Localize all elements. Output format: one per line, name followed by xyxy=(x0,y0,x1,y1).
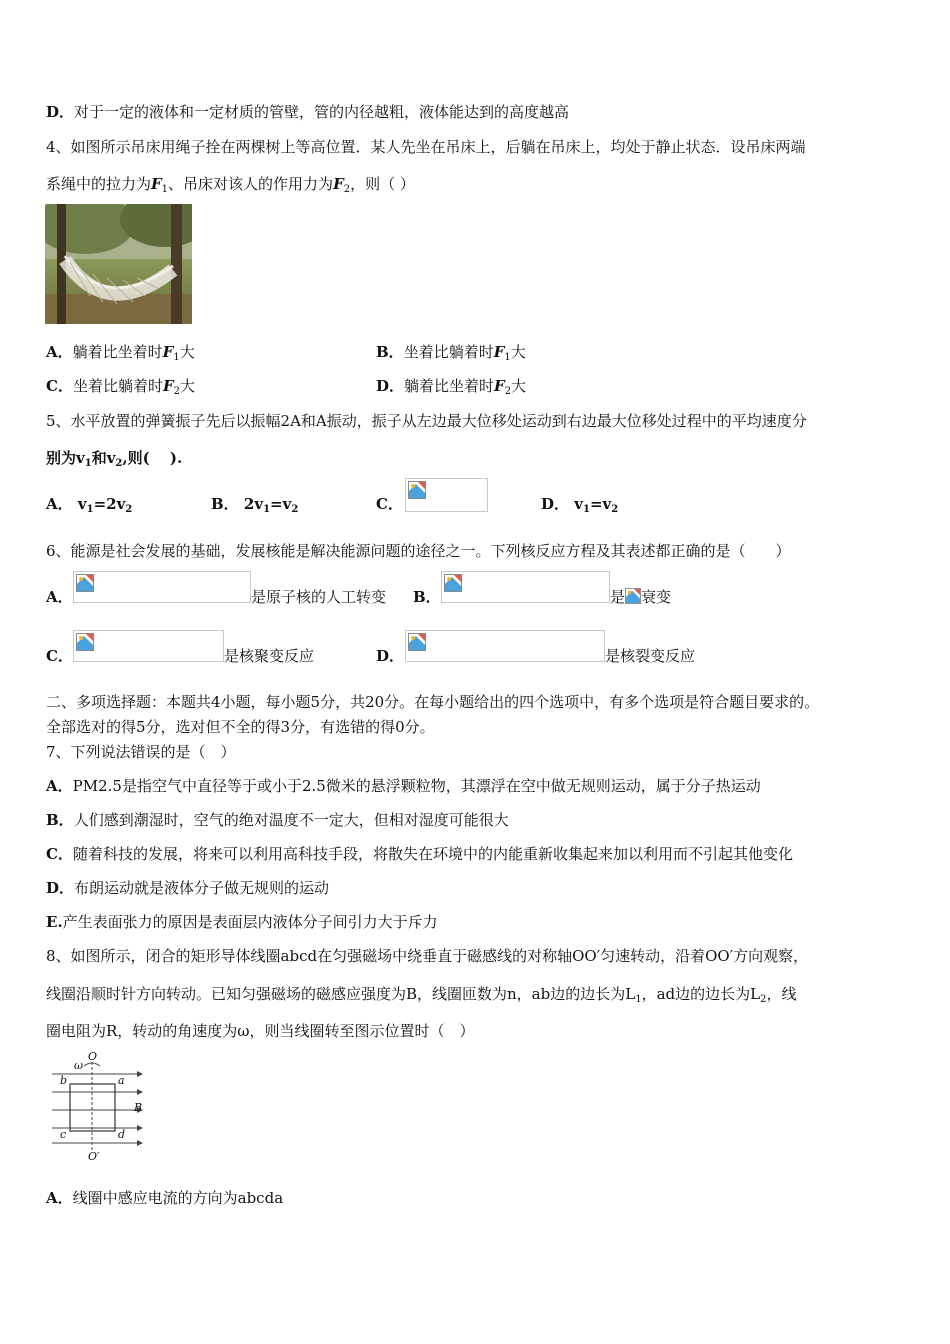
option-text: =2v xyxy=(93,495,126,513)
q6-option-a-text: 是原子核的人工转变 xyxy=(251,588,387,606)
q5-stem-text: 别为v xyxy=(46,449,85,467)
option-text: 是 xyxy=(610,588,626,606)
option-text: 大 xyxy=(510,343,526,361)
var-sub: 2 xyxy=(343,184,351,195)
option-label: C． xyxy=(46,377,73,395)
option-text: 2v xyxy=(243,495,264,513)
broken-image-icon xyxy=(408,481,426,499)
var-sub: 1 xyxy=(582,504,590,515)
option-label: A． xyxy=(46,1189,73,1207)
option-text: 对于一定的液体和一定材质的管壁，管的内径越粗，液体能达到的高度越高 xyxy=(74,103,570,121)
q4-stem-text: 系绳中的拉力为 xyxy=(46,175,152,193)
option-text: 大 xyxy=(179,343,195,361)
var-f: F xyxy=(494,377,505,395)
q7-option-d[interactable] xyxy=(46,878,329,898)
option-text: 线圈中感应电流的方向为abcda xyxy=(72,1189,284,1207)
q7-option-b[interactable] xyxy=(46,810,509,830)
broken-image-placeholder xyxy=(405,478,488,512)
axis-label-o-prime: O′ xyxy=(88,1150,100,1163)
q6-option-b-label[interactable]: B． xyxy=(413,588,441,606)
var-sub: 1 xyxy=(173,352,180,363)
var-sub: 1 xyxy=(635,994,642,1005)
option-label: A． xyxy=(46,343,73,361)
formula-image-placeholder xyxy=(73,571,251,603)
option-label: A． xyxy=(46,495,73,513)
formula-image-placeholder xyxy=(73,630,224,662)
broken-image-icon xyxy=(625,588,641,604)
var-sub: 1 xyxy=(504,352,511,363)
option-text: 人们感到潮湿时，空气的绝对温度不一定大，但相对湿度可能很大 xyxy=(73,811,509,829)
option-label: B． xyxy=(46,811,74,829)
formula-image-placeholder xyxy=(441,571,610,603)
q4-option-d[interactable] xyxy=(376,376,526,402)
option-text: 躺着比坐着时 xyxy=(404,377,495,395)
q4-stem-text: ，则（ ） xyxy=(350,175,415,193)
q5-option-a[interactable] xyxy=(46,494,132,520)
option-text: 大 xyxy=(511,377,527,395)
corner-label-a: a xyxy=(118,1074,125,1087)
var-sub: 2 xyxy=(115,458,123,469)
q6-option-d-label[interactable]: D． xyxy=(376,647,405,665)
q7-option-c[interactable] xyxy=(46,844,793,864)
var-sub: 1 xyxy=(161,184,169,195)
q8-option-a[interactable] xyxy=(46,1188,283,1208)
q7-option-e[interactable] xyxy=(46,912,438,932)
option-text: 大 xyxy=(180,377,196,395)
var-sub: 2 xyxy=(504,386,512,397)
option-label: B． xyxy=(211,495,239,513)
q8-stem-line2 xyxy=(46,984,796,1010)
option-label: D． xyxy=(541,495,570,513)
option-label: E. xyxy=(46,913,63,931)
q8-stem-text: 线圈沿顺时针方向转动。已知匀强磁场的磁感应强度为B，线圈匝数为n，ab边的边长为L xyxy=(46,985,636,1003)
option-text: PM2.5是指空气中直径等于或小于2.5微米的悬浮颗粒物，其漂浮在空中做无规则运动，属于分子热运动 xyxy=(72,777,761,795)
option-text: 躺着比坐着时 xyxy=(72,343,163,361)
option-text: 随着科技的发展，将来可以利用高科技手段，将散失在环境中的内能重新收集起来加以利用而不引起其他变化 xyxy=(72,845,793,863)
var-sub: 1 xyxy=(86,504,94,515)
coil-diagram xyxy=(46,1052,156,1164)
corner-label-c: c xyxy=(60,1128,67,1141)
q6-stem: 6、能源是社会发展的基础，发展核能是解决能源问题的途径之一。下列核反应方程及其表述都正确的是（ ） xyxy=(46,542,791,560)
field-label-b: B xyxy=(134,1101,143,1114)
option-label: D． xyxy=(46,879,75,897)
var-f: F xyxy=(151,175,162,193)
q4-stem-line2 xyxy=(46,174,415,200)
broken-image-icon xyxy=(76,633,94,651)
q6-option-c-label[interactable]: C． xyxy=(46,647,73,665)
var-f: F xyxy=(333,175,344,193)
var-f: F xyxy=(162,343,174,361)
var-sub: 2 xyxy=(291,504,299,515)
q5-option-b[interactable] xyxy=(211,494,298,520)
option-text: 布朗运动就是液体分子做无规则的运动 xyxy=(74,879,330,897)
corner-label-b: b xyxy=(60,1074,68,1087)
q8-stem-text: ，线 xyxy=(766,985,797,1003)
var-sub: 2 xyxy=(125,504,133,515)
q4-stem-text: 、吊床对该人的作用力为 xyxy=(168,175,334,193)
hammock-photo xyxy=(45,204,192,324)
var-sub: 1 xyxy=(84,458,92,469)
formula-image-placeholder xyxy=(405,630,605,662)
q6-option-d-text: 是核裂变反应 xyxy=(605,647,696,665)
option-text: =v xyxy=(589,495,612,513)
section2-instructions-line2: 全部选对的得5分，选对但不全的得3分，有选错的得0分。 xyxy=(46,718,435,736)
option-label: B． xyxy=(376,343,404,361)
omega-label: ω xyxy=(74,1059,83,1072)
option-label: C． xyxy=(46,845,73,863)
option-text: 坐着比躺着时 xyxy=(403,343,494,361)
option-label: A． xyxy=(46,777,73,795)
var-sub: 2 xyxy=(173,386,180,397)
q5-option-d[interactable] xyxy=(541,494,618,520)
section2-instructions-line1: 二、多项选择题：本题共4小题，每小题5分，共20分。在每小题给出的四个选项中，有多个选项是符合题目要求的。 xyxy=(46,693,820,711)
q4-option-a[interactable] xyxy=(46,342,195,368)
q4-option-b[interactable] xyxy=(376,342,526,368)
q8-stem-line3: 圈电阻为R，转动的角速度为ω，则当线圈转至图示位置时（ ） xyxy=(46,1022,475,1040)
q4-stem-line1: 4、如图所示吊床用绳子拴在两棵树上等高位置．某人先坐在吊床上，后躺在吊床上，均处于静止状态．设吊床两端 xyxy=(46,138,806,156)
var-f: F xyxy=(162,377,174,395)
q5-option-c[interactable] xyxy=(376,494,403,514)
option-label: D． xyxy=(376,377,405,395)
q7-stem: 7、下列说法错误的是（ ） xyxy=(46,743,236,761)
var-sub: 1 xyxy=(263,504,271,515)
q4-option-c[interactable] xyxy=(46,376,195,402)
q5-stem-line1: 5、水平放置的弹簧振子先后以振幅2A和A振动，振子从左边最大位移处运动到右边最大位移处过程中的平均速度分 xyxy=(46,412,807,430)
option-text: 产生表面张力的原因是表面层内液体分子间引力大于斥力 xyxy=(62,913,438,931)
option-text: v xyxy=(574,495,583,513)
var-sub: 2 xyxy=(611,504,619,515)
q6-option-a-label[interactable]: A． xyxy=(46,588,73,606)
q3-option-d xyxy=(46,102,569,122)
option-text: v xyxy=(77,495,87,513)
q6-option-b-text xyxy=(610,587,671,607)
broken-image-icon xyxy=(444,574,462,592)
option-text: 坐着比躺着时 xyxy=(72,377,163,395)
var-f: F xyxy=(493,343,505,361)
option-text: =v xyxy=(270,495,292,513)
var-sub: 2 xyxy=(760,994,767,1005)
option-text: 衰变 xyxy=(641,588,672,606)
option-label: C． xyxy=(376,495,403,513)
q7-option-a[interactable] xyxy=(46,776,761,796)
broken-image-icon xyxy=(76,574,94,592)
q6-option-c-text: 是核聚变反应 xyxy=(224,647,315,665)
q5-stem-text: ,则( ). xyxy=(122,449,183,467)
corner-label-d: d xyxy=(118,1128,126,1141)
option-label: D． xyxy=(46,103,75,121)
q5-stem-line2 xyxy=(46,448,182,474)
broken-image-icon xyxy=(408,633,426,651)
q8-stem-line1: 8、如图所示，闭合的矩形导体线圈abcd在匀强磁场中绕垂直于磁感线的对称轴OO′匀速转动，沿着OO′方向观察， xyxy=(46,947,809,965)
q5-stem-text: 和v xyxy=(91,449,116,467)
q8-stem-text: ，ad边的边长为L xyxy=(641,985,761,1003)
axis-label-o: O xyxy=(88,1050,98,1063)
